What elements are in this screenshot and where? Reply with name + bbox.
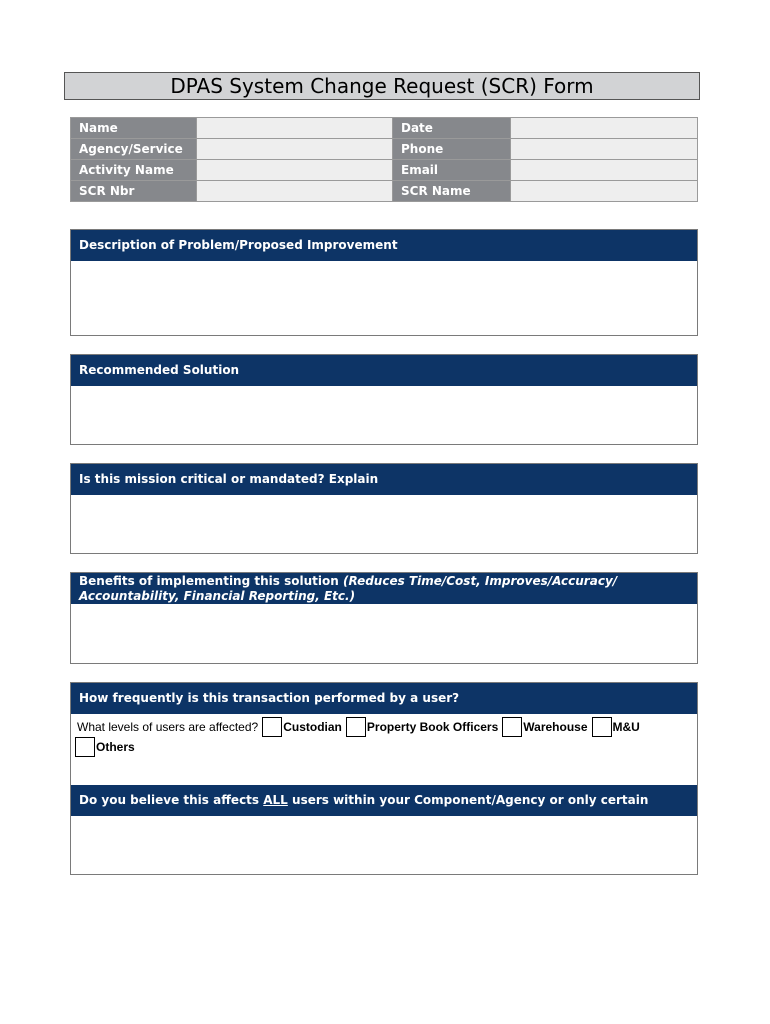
name-field[interactable] <box>197 118 393 139</box>
property-book-officers-checkbox[interactable] <box>346 717 366 737</box>
recommended-solution-heading: Recommended Solution <box>71 355 697 386</box>
benefits-field[interactable] <box>71 604 697 663</box>
others-label: Others <box>96 740 135 754</box>
warehouse-label: Warehouse <box>523 720 588 734</box>
users-affected-prompt: What levels of users are affected? <box>77 720 259 734</box>
frequency-heading: How frequently is this transaction performed by a user? <box>71 683 697 714</box>
all-users-heading-emphasis: ALL <box>263 793 288 807</box>
warehouse-checkbox[interactable] <box>502 717 522 737</box>
name-label: Name <box>71 118 197 139</box>
activity-name-field[interactable] <box>197 160 393 181</box>
recommended-solution-field[interactable] <box>71 386 697 444</box>
form-title: DPAS System Change Request (SCR) Form <box>64 72 700 100</box>
agency-service-field[interactable] <box>197 139 393 160</box>
scr-name-label: SCR Name <box>393 181 511 202</box>
all-users-field[interactable] <box>71 816 697 874</box>
description-section <box>70 229 698 336</box>
table-row <box>71 118 698 139</box>
description-field[interactable] <box>71 261 697 335</box>
table-row <box>71 139 698 160</box>
activity-name-label: Activity Name <box>71 160 197 181</box>
m-and-u-label: M&U <box>612 720 640 734</box>
benefits-heading <box>71 573 697 604</box>
date-field[interactable] <box>511 118 698 139</box>
date-label: Date <box>393 118 511 139</box>
agency-service-label: Agency/Service <box>71 139 197 160</box>
mission-critical-section <box>70 463 698 554</box>
all-users-heading <box>71 785 697 838</box>
recommended-solution-section <box>70 354 698 445</box>
scr-nbr-label: SCR Nbr <box>71 181 197 202</box>
requester-info-table <box>70 117 698 202</box>
property-book-officers-label: Property Book Officers <box>366 720 499 734</box>
all-users-heading-start: Do you believe this affects <box>79 793 264 807</box>
frequency-field <box>71 714 697 785</box>
custodian-label: Custodian <box>283 720 342 734</box>
phone-label: Phone <box>393 139 511 160</box>
users-affected-line <box>71 714 697 757</box>
benefits-heading-title: Benefits of implementing this solution <box>79 574 339 588</box>
all-users-heading-end: users within your Component/Agency or only certain users? <box>79 793 649 838</box>
phone-field[interactable] <box>511 139 698 160</box>
benefits-heading-note: (Reduces Time/Cost, Improves/Accuracy/ Accountability, Financial Reporting, Etc.) <box>79 574 618 603</box>
email-label: Email <box>393 160 511 181</box>
description-heading: Description of Problem/Proposed Improvement <box>71 230 697 261</box>
email-field[interactable] <box>511 160 698 181</box>
custodian-checkbox[interactable] <box>262 717 282 737</box>
benefits-section <box>70 572 698 664</box>
scr-nbr-field[interactable] <box>197 181 393 202</box>
table-row <box>71 181 698 202</box>
table-row <box>71 160 698 181</box>
mission-critical-heading: Is this mission critical or mandated? Explain <box>71 464 697 495</box>
frequency-section <box>70 682 698 875</box>
others-checkbox[interactable] <box>75 737 95 757</box>
scr-name-field[interactable] <box>511 181 698 202</box>
m-and-u-checkbox[interactable] <box>592 717 612 737</box>
mission-critical-field[interactable] <box>71 495 697 553</box>
